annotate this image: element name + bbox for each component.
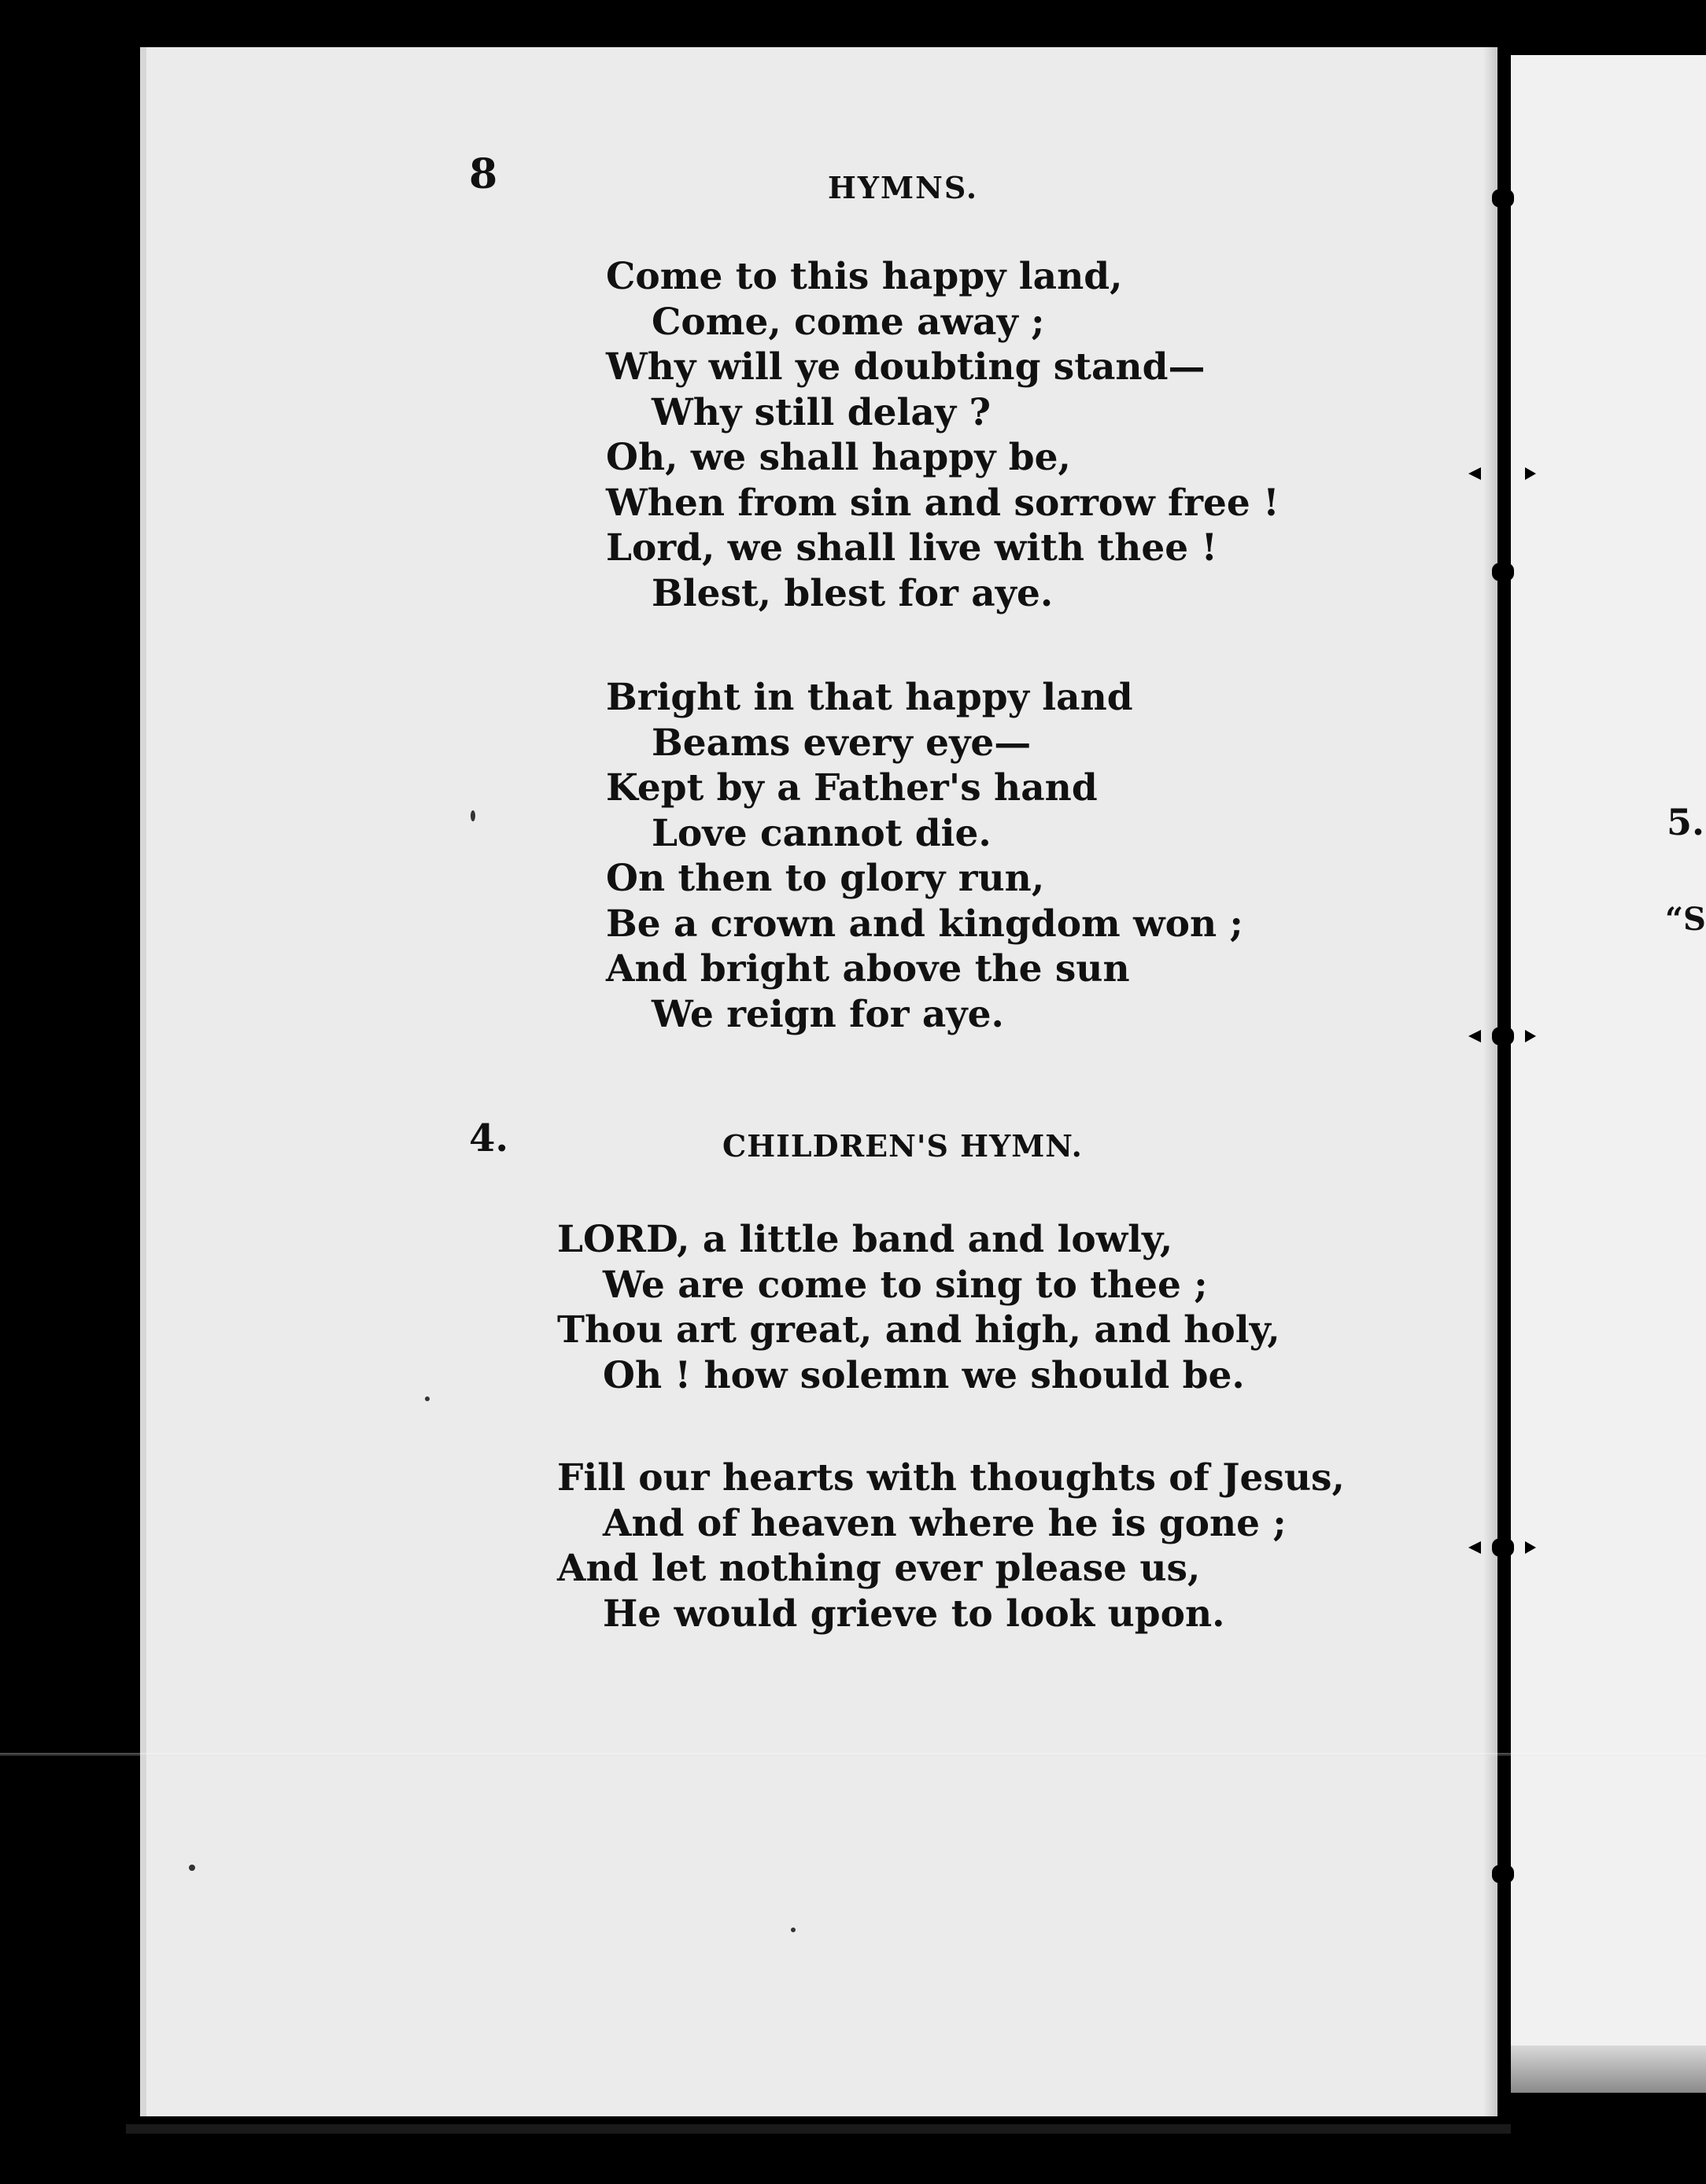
verse-line: And bright above the sun [606,947,1130,991]
ink-speck [791,1928,796,1932]
hymn-title: CHILDREN'S HYMN. [722,1128,1083,1164]
hymn-number: 4. [469,1116,509,1160]
page-number: 8 [469,150,498,198]
hymn-4-stanza-1 [557,1217,1280,1398]
verse-line: Thou art great, and high, and holy, [557,1308,1280,1352]
hymn-3-stanza-1 [606,254,1280,616]
verse-line: Lord, we shall live with thee ! [606,526,1218,570]
verse-line: Beams every eye— [652,721,1032,765]
verse-line: And let nothing ever please us, [557,1547,1201,1590]
verse-line: We are come to sing to thee ; [603,1263,1208,1307]
right-page-bottom-edge [1511,2046,1706,2093]
verse-line: When from sin and sorrow free ! [606,481,1280,525]
verse-line: Be a crown and kingdom won ; [606,902,1243,946]
verse-line: Why will ye doubting stand— [606,345,1206,389]
ink-speck [189,1865,195,1871]
right-page-fragment [1511,55,1706,2061]
binding-mark [1492,1538,1514,1557]
verse-line: Come to this happy land, [606,255,1123,298]
verse-line: Why still delay ? [652,390,991,434]
verse-line: Kept by a Father's hand [606,766,1098,810]
page-bottom-edge [126,2124,1511,2134]
gutter-shadow [1483,47,1497,2116]
verse-line: Blest, blest for aye. [652,571,1054,615]
verse-line: And of heaven where he is gone ; [603,1501,1287,1545]
verse-line: We reign for aye. [652,992,1004,1036]
verse-line: Come, come away ; [652,300,1045,344]
hymn-3-stanza-2 [606,675,1243,1037]
verse-line: He would grieve to look upon. [603,1592,1225,1636]
hymn-4-stanza-2 [557,1455,1345,1636]
facing-page-hymn-number: 5. [1667,801,1705,843]
verse-line: Bright in that happy land [606,676,1133,719]
verse-line: Fill our hearts with thoughts of Jesus, [557,1456,1345,1500]
binding-mark [1492,1027,1514,1046]
ink-speck [471,810,475,821]
facing-page-text-fragment: “S [1665,901,1706,938]
verse-line: On then to glory run, [606,857,1045,900]
binding-mark [1492,1865,1514,1883]
ink-speck [425,1396,430,1401]
book-gutter [1497,47,1508,2184]
binding-mark [1492,189,1514,208]
verse-line: Oh ! how solemn we should be. [603,1353,1245,1397]
scan-streak [0,1753,1706,1756]
verse-line: LORD, a little band and lowly, [557,1218,1173,1261]
verse-line: Love cannot die. [652,811,991,855]
running-head: HYMNS. [828,170,979,205]
binding-mark [1492,464,1514,483]
verse-line: Oh, we shall happy be, [606,436,1071,479]
binding-mark [1492,563,1514,581]
